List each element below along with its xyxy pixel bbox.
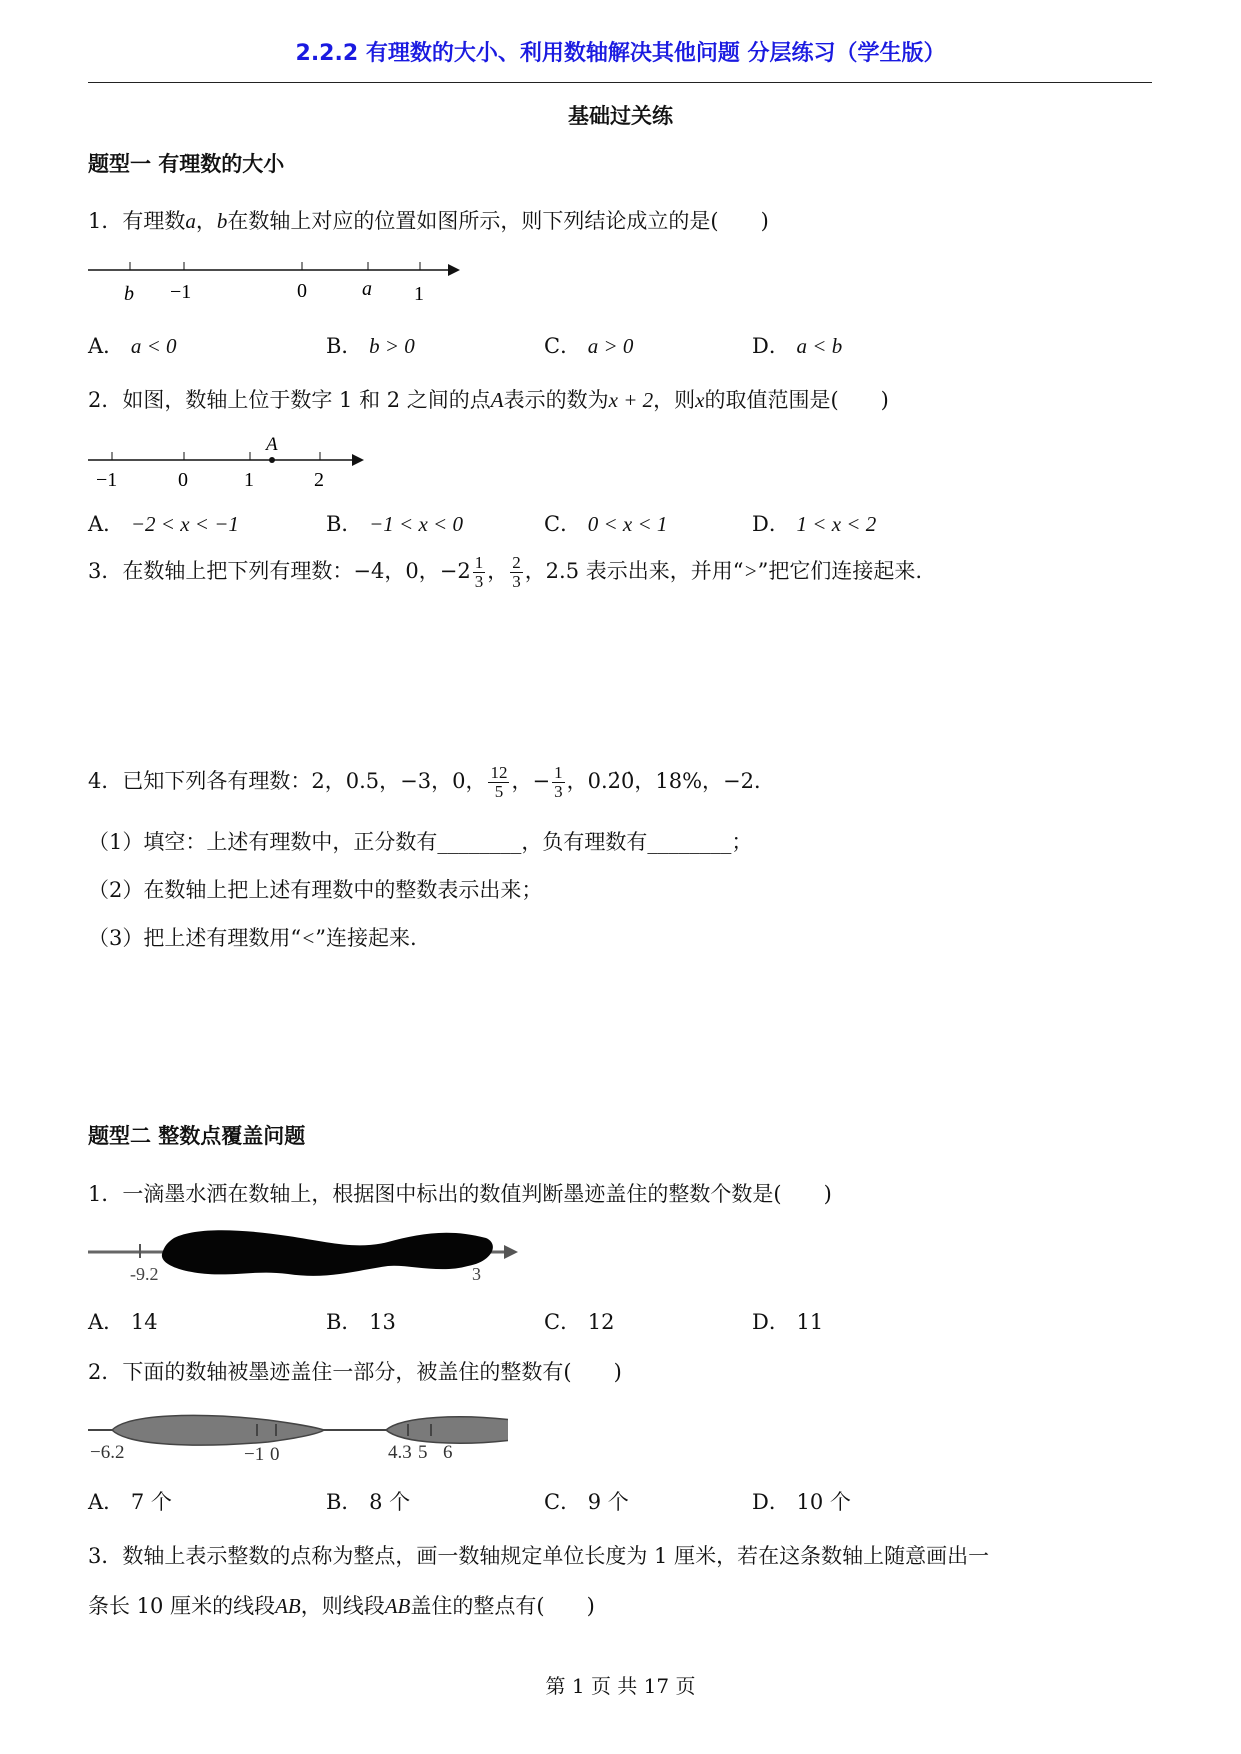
q-text: 有理数 (122, 209, 186, 233)
option-text: 8 个 (369, 1490, 411, 1514)
option-text: 7 个 (130, 1490, 172, 1514)
s2-q2-option-d[interactable] (752, 1486, 851, 1516)
value: −4 (353, 559, 385, 583)
s2-q3-stem-line-2 (88, 1590, 595, 1620)
denominator: 3 (474, 572, 484, 591)
option-letter: C． (544, 1490, 582, 1514)
s2-q1-option-d[interactable] (752, 1306, 823, 1336)
q-number: 3． (88, 559, 123, 583)
q-text: ，则 (653, 388, 696, 412)
tick-label: 3 (472, 1264, 481, 1284)
s1-q2-option-a[interactable] (88, 508, 239, 538)
value: −2 (439, 559, 471, 583)
q-text: ，0， (384, 559, 440, 583)
q-text: 数轴上表示整数的点称为整点，画一数轴规定单位长度为 1 厘米，若在这条数轴上随意画出一 (122, 1544, 990, 1568)
q-text: ，则线段 (300, 1594, 385, 1618)
option-text: b > 0 (369, 334, 415, 358)
numerator: 1 (474, 553, 484, 572)
fraction (488, 764, 509, 801)
numerator: 2 (512, 553, 521, 572)
q-number: 2． (88, 1360, 123, 1384)
denominator: 3 (554, 782, 563, 801)
tick-label: 0 (297, 280, 307, 302)
q-text: ． (754, 769, 776, 793)
s1-q4-part-1: （1）填空：上述有理数中，正分数有________，负有理数有________； (88, 830, 753, 854)
option-text: a < 0 (130, 334, 177, 358)
denominator: 5 (494, 782, 504, 801)
tick-label: 0 (270, 1444, 280, 1464)
s1-q1-stem (88, 205, 769, 235)
axis-arrow (352, 454, 364, 466)
ink-blot-right (386, 1417, 508, 1443)
option-text: 14 (130, 1310, 158, 1334)
option-text: 0 < x < 1 (587, 512, 668, 536)
point-a-dot (269, 457, 275, 463)
var-a: a (185, 209, 196, 233)
var-b: b (216, 209, 228, 233)
option-letter: A． (88, 512, 125, 536)
ink-blot (162, 1230, 493, 1276)
document-title: 2.2.2 有理数的大小、利用数轴解决其他问题 分层练习（学生版） (295, 41, 946, 66)
tick-label: −1 (170, 281, 192, 303)
option-letter: B． (326, 1310, 363, 1334)
option-text: a > 0 (587, 334, 634, 358)
option-text: 13 (369, 1310, 396, 1334)
s2-q1-option-a[interactable] (88, 1306, 158, 1336)
subtitle: 基础过关练 (568, 104, 673, 128)
option-text: 9 个 (587, 1490, 629, 1514)
s1-q2-number-line (88, 432, 378, 492)
point-label: A (266, 434, 278, 455)
value: −3 (400, 769, 432, 793)
point-a: A (490, 388, 504, 412)
tick-label: −1 (244, 1444, 265, 1464)
s1-q1-option-d[interactable] (752, 330, 842, 360)
q-text: 条长 10 厘米的线段 (88, 1594, 276, 1618)
tick-label: 2 (314, 469, 324, 491)
axis-arrow (504, 1245, 518, 1259)
q-text: ”连接起来. (315, 926, 417, 950)
q-text: ， (702, 769, 724, 793)
q-text: 一滴墨水洒在数轴上，根据图中标出的数值判断墨迹盖住的整数个数是( ) (122, 1182, 832, 1206)
s1-q4-stem (88, 764, 775, 801)
option-text: 11 (796, 1310, 824, 1334)
s2-q2-stem (88, 1356, 622, 1386)
option-text: 1 < x < 2 (796, 512, 877, 536)
q-text: ， (511, 769, 533, 793)
q-text: 在数轴上对应的位置如图所示，则下列结论成立的是( ) (227, 209, 769, 233)
q-text: ， (634, 769, 656, 793)
option-letter: D． (752, 1490, 790, 1514)
q-text: ， (487, 559, 509, 583)
s2-q2-option-b[interactable] (326, 1486, 410, 1516)
denominator: 3 (512, 572, 521, 591)
fraction (510, 554, 523, 591)
page-footer: 第 1 页 共 17 页 (545, 1674, 696, 1698)
q-text: 的取值范围是( ) (704, 388, 889, 412)
segment-ab: AB (384, 1594, 411, 1618)
s1-q1-option-c[interactable] (544, 330, 633, 360)
s1-q2-stem (88, 384, 889, 414)
option-letter: B． (326, 512, 363, 536)
option-letter: D． (752, 334, 790, 358)
option-text: −1 < x < 0 (369, 512, 463, 536)
q-text: 已知下列各有理数：2，0.5， (122, 769, 401, 793)
header-rule (88, 82, 1152, 83)
s1-q1-number-line (88, 250, 468, 310)
tick-label: 5 (418, 1442, 428, 1463)
q-number: 1． (88, 1182, 123, 1206)
segment-ab: AB (275, 1594, 301, 1618)
symbol: < (301, 926, 316, 950)
s1-q2-option-b[interactable] (326, 508, 463, 538)
option-letter: D． (752, 1310, 790, 1334)
option-letter: C． (544, 512, 582, 536)
symbol: > (743, 559, 758, 583)
option-text: 12 (587, 1310, 615, 1334)
s1-q1-option-a[interactable] (88, 330, 177, 360)
option-text: 10 个 (796, 1490, 851, 1514)
expression: x + 2 (608, 388, 654, 412)
q-number: 2． (88, 388, 123, 412)
s1-q4-part-3 (88, 922, 417, 952)
s1-q2-option-d[interactable] (752, 508, 876, 538)
var-x: x (695, 388, 705, 412)
option-letter: A． (88, 1490, 125, 1514)
option-text: a < b (796, 334, 843, 358)
option-letter: D． (752, 512, 790, 536)
tick-label: -9.2 (130, 1264, 159, 1284)
numerator: 12 (490, 763, 508, 782)
s2-q2-ink-number-line (88, 1400, 508, 1464)
q-text: 如图，数轴上位于数字 1 和 2 之间的点 (122, 388, 491, 412)
q-text: ，0， (431, 769, 487, 793)
q-number: 1． (88, 209, 123, 233)
s1-q1-option-b[interactable] (326, 330, 415, 360)
tick-label: −1 (96, 469, 118, 491)
q-number: 3． (88, 1544, 123, 1568)
option-letter: C． (544, 1310, 582, 1334)
q-text: ， (195, 209, 217, 233)
q-text: （3）把上述有理数用“ (88, 926, 302, 950)
s1-q4-part-2: （2）在数轴上把上述有理数中的整数表示出来； (88, 878, 543, 902)
s2-q1-ink-number-line (88, 1222, 528, 1286)
s1-q3-stem (88, 554, 922, 591)
tick-label: 4.3 (388, 1442, 412, 1463)
tick-label: b (124, 283, 134, 305)
s2-q1-option-c[interactable] (544, 1306, 615, 1336)
section-1-heading: 题型一 有理数的大小 (88, 152, 285, 176)
q-number: 4． (88, 769, 123, 793)
s2-q2-option-c[interactable] (544, 1486, 629, 1516)
option-text: −2 < x < −1 (130, 512, 239, 536)
option-letter: A． (88, 334, 125, 358)
q-text: ， (566, 769, 588, 793)
s2-q3-stem-line-1 (88, 1540, 989, 1570)
value: 18% (655, 769, 703, 793)
q-text: 表示的数为 (503, 388, 609, 412)
tick-label: 1 (414, 283, 424, 305)
numerator: 1 (554, 763, 563, 782)
q-text: ，2.5 表示出来，并用“ (524, 559, 744, 583)
ink-blot-left (112, 1415, 324, 1445)
section-2-heading: 题型二 整数点覆盖问题 (88, 1124, 306, 1148)
fraction (552, 764, 565, 801)
q-text: 盖住的整点有( ) (410, 1594, 595, 1618)
tick-label: 6 (443, 1442, 453, 1463)
option-letter: B． (326, 334, 363, 358)
value: − (532, 769, 551, 793)
value: −2 (723, 769, 755, 793)
s2-q1-stem (88, 1178, 832, 1208)
tick-label: a (362, 278, 372, 300)
tick-label: 0 (178, 469, 188, 491)
mixed-fraction (473, 554, 486, 591)
q-text: 下面的数轴被墨迹盖住一部分，被盖住的整数有( ) (122, 1360, 622, 1384)
option-letter: A． (88, 1310, 125, 1334)
q-text: 在数轴上把下列有理数： (122, 559, 354, 583)
value: 0.2̇0̇ (587, 769, 635, 793)
s1-q2-option-c[interactable] (544, 508, 667, 538)
tick-label: −6.2 (90, 1442, 125, 1463)
s2-q2-option-a[interactable] (88, 1486, 172, 1516)
q-text: ”把它们连接起来. (757, 559, 923, 583)
option-letter: B． (326, 1490, 363, 1514)
s2-q1-option-b[interactable] (326, 1306, 396, 1336)
tick-label: 1 (244, 469, 254, 491)
axis-arrow (448, 264, 460, 276)
option-letter: C． (544, 334, 582, 358)
